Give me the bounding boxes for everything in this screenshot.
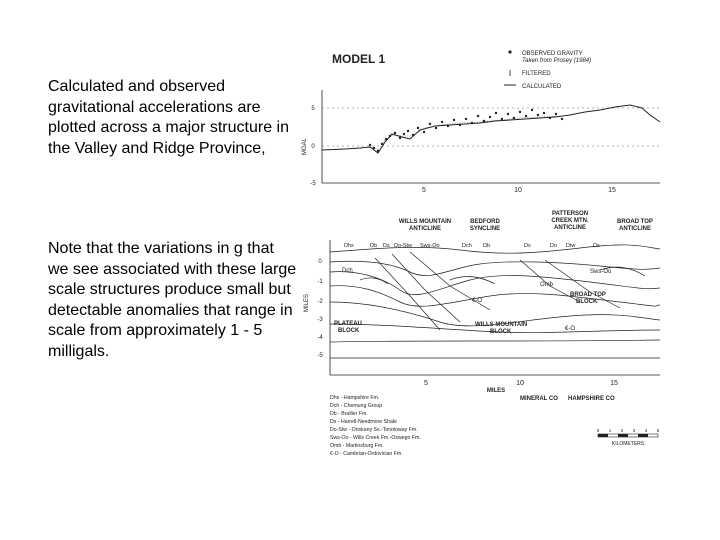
- note-paragraph: Note that the variations in g that we see associated with these large scale structures produce small but detectable anomalies that range in scale from approximately 1 - 5 milligals.: [48, 240, 297, 360]
- key-item: Omb - Martinsburg Fm.: [330, 443, 384, 449]
- bedford-label-2: SYNCLINE: [469, 226, 501, 232]
- formation-key: [330, 395, 421, 457]
- kilometer-scale-bar: [598, 434, 658, 437]
- scale-tick: 3: [632, 428, 636, 433]
- wills-mountain-label-2: ANTICLINE: [409, 226, 441, 232]
- key-item: Sws-Oo - Wills Creek Fm.-Oswego Fm.: [330, 435, 421, 441]
- formation-label: Dch: [462, 243, 472, 249]
- broad-top-block-1: BROAD TOP: [570, 292, 606, 298]
- formation-label: Db: [370, 243, 378, 249]
- legend-observed-source: Taken from Prosey (1984): [522, 58, 592, 64]
- patterson-label-1: PATTERSON: [551, 211, 589, 217]
- key-item: Dch - Chemung Group: [330, 403, 383, 409]
- section-label-eo-2: €-O: [565, 326, 576, 332]
- scale-label: KILOMETERS: [611, 441, 645, 447]
- gravity-model-figure: [300, 40, 720, 460]
- key-item: €-O - Cambrian-Ordovician Fm.: [330, 451, 403, 457]
- gravity-miles-tick-15: 15: [608, 187, 616, 194]
- depth-tick: -4: [317, 335, 323, 341]
- formation-label: Ds: [524, 243, 531, 249]
- plateau-block-1: PLATEAU: [334, 321, 362, 327]
- gravity-miles-tick-5: 5: [422, 187, 426, 194]
- section-miles-tick-10: 10: [516, 380, 524, 387]
- scale-ticks: [597, 428, 660, 433]
- formation-label: Ds: [383, 243, 390, 249]
- legend-observed: OBSERVED GRAVITY: [522, 51, 583, 57]
- county-label-hampshire: HAMPSHIRE CO: [568, 396, 615, 402]
- plateau-block-2: BLOCK: [338, 328, 360, 334]
- scale-tick: 0: [596, 428, 600, 433]
- broad-top-label-2: ANTICLINE: [619, 226, 651, 232]
- scale-tick: 5: [656, 428, 660, 433]
- patterson-label-2: CREEK MTN.: [551, 218, 589, 224]
- county-label-mineral: MINERAL CO: [520, 396, 558, 402]
- formation-label: Do: [550, 243, 558, 249]
- section-label-eo: €-O: [472, 298, 483, 304]
- section-ylabel: MILES: [304, 293, 310, 312]
- formation-label: Dtw: [566, 243, 576, 249]
- depth-tick: -3: [317, 317, 323, 323]
- formation-label: Db: [483, 243, 491, 249]
- bedford-label-1: BEDFORD: [470, 219, 500, 225]
- wills-mountain-label-1: WILLS MOUNTAIN: [398, 219, 452, 225]
- wills-block-2: BLOCK: [490, 329, 512, 335]
- formation-label: Sws-Oo: [420, 243, 440, 249]
- legend-calculated: CALCULATED: [522, 84, 562, 90]
- section-miles-tick-15: 15: [610, 380, 618, 387]
- figure-title: MODEL 1: [332, 52, 386, 66]
- key-item: Do-Stw - Oriskany Ss.-Tonoloway Fm.: [330, 427, 418, 433]
- gravity-miles-tick-10: 10: [514, 187, 522, 194]
- wills-block-1: WILLS MOUNTAIN: [475, 322, 528, 328]
- key-item: Db - Brallier Fm.: [330, 411, 368, 417]
- key-item: Ds - Harrell-Needmore Shale: [330, 419, 397, 425]
- gravity-ytick-0: 0: [311, 144, 315, 150]
- gravity-ytick-minus5: -5: [310, 181, 316, 187]
- section-label-swsoo: Sws-Oo: [590, 269, 612, 275]
- formation-label: Do-Stw: [394, 243, 413, 249]
- depth-tick: 0: [318, 259, 322, 265]
- key-item: Dhs - Hampshire Fm.: [330, 395, 380, 401]
- formation-label: Dhs: [344, 243, 354, 249]
- section-label-dch: Dch: [342, 268, 353, 274]
- section-miles-tick-5: 5: [424, 380, 428, 387]
- broad-top-block-2: BLOCK: [576, 299, 598, 305]
- observed-gravity-points: [369, 109, 563, 152]
- depth-tick: -2: [317, 299, 323, 305]
- section-label-omb: Omb: [540, 282, 554, 288]
- depth-tick: -5: [317, 353, 323, 359]
- legend-filtered: FILTERED: [522, 71, 551, 77]
- broad-top-label-1: BROAD TOP: [617, 219, 653, 225]
- section-structure-lines: [330, 245, 660, 358]
- gravity-ylabel: MGAL: [302, 137, 308, 155]
- scale-tick: 2: [620, 428, 624, 433]
- scale-tick: 1: [608, 428, 612, 433]
- depth-tick: -1: [317, 279, 323, 285]
- gravity-ytick-5: 5: [311, 106, 315, 112]
- formation-label: Ds: [593, 243, 600, 249]
- scale-tick: 4: [644, 428, 648, 433]
- intro-paragraph: Calculated and observed gravitational accelerations are plotted across a major structure in the Valley and Ridge Province,: [48, 78, 289, 157]
- filtered-gravity-trace: [370, 116, 560, 150]
- patterson-label-3: ANTICLINE: [554, 225, 586, 231]
- depth-ticks: [317, 259, 323, 359]
- section-miles-label: MILES: [486, 388, 506, 394]
- legend-observed-marker: [508, 50, 511, 53]
